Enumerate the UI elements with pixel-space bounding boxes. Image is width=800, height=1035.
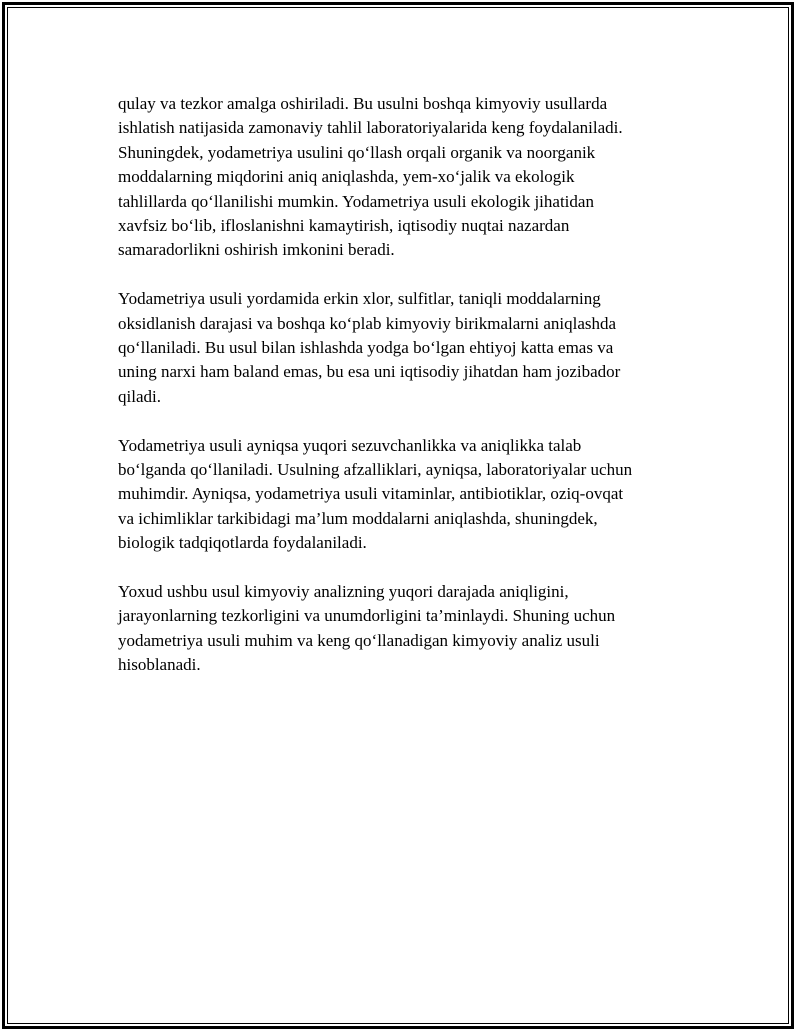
- paragraph-2: [118, 287, 690, 409]
- text-line: oksidlanish darajasi va boshqa ko‘plab kimyoviy birikmalarni aniqlashda: [118, 313, 617, 333]
- text-line: biologik tadqiqotlarda foydalaniladi.: [118, 533, 367, 553]
- text-line: hisoblanadi.: [118, 655, 201, 675]
- paragraph-3: [118, 434, 690, 556]
- text-line: bo‘lganda qo‘llaniladi. Usulning afzalliklari, ayniqsa, laboratoriyalar uchun: [118, 460, 633, 480]
- text-line: va ichimliklar tarkibidagi ma’lum moddalarni aniqlashda, shuningdek,: [118, 508, 598, 528]
- text-line: jarayonlarning tezkorligini va unumdorligini ta’minlaydi. Shuning uchun: [118, 606, 616, 626]
- text-line: uning narxi ham baland emas, bu esa uni iqtisodiy jihatdan ham jozibador: [118, 362, 621, 382]
- paragraph-1: [118, 92, 690, 263]
- text-line: yodametriya usuli muhim va keng qo‘llanadigan kimyoviy analiz usuli: [118, 630, 600, 650]
- document-body: [118, 92, 690, 702]
- text-line: tahlillarda qo‘llanilishi mumkin. Yodametriya usuli ekologik jihatidan: [118, 191, 594, 211]
- text-line: qulay va tezkor amalga oshiriladi. Bu usulni boshqa kimyoviy usullarda: [118, 94, 608, 113]
- text-line: moddalarning miqdorini aniq aniqlashda, yem-xo‘jalik va ekologik: [118, 167, 575, 187]
- text-line: Yoxud ushbu usul kimyoviy analizning yuqori darajada aniqligini,: [118, 582, 569, 602]
- text-line: Shuningdek, yodametriya usulini qo‘llash orqali organik va noorganik: [118, 142, 596, 162]
- paragraph-4: [118, 580, 690, 678]
- text-line: muhimdir. Ayniqsa, yodametriya usuli vitaminlar, antibiotiklar, oziq-ovqat: [118, 484, 624, 504]
- text-line: qiladi.: [118, 386, 161, 406]
- text-line: ishlatish natijasida zamonaviy tahlil laboratoriyalarida keng foydalaniladi.: [118, 118, 623, 138]
- text-line: Yodametriya usuli ayniqsa yuqori sezuvchanlikka va aniqlikka talab: [118, 435, 582, 455]
- text-line: Yodametriya usuli yordamida erkin xlor, sulfitlar, taniqli moddalarning: [118, 289, 601, 309]
- text-line: xavfsiz bo‘lib, ifloslanishni kamaytirish, iqtisodiy nuqtai nazardan: [118, 216, 570, 236]
- text-line: qo‘llaniladi. Bu usul bilan ishlashda yodga bo‘lgan ehtiyoj katta emas va: [118, 338, 614, 358]
- text-line: samaradorlikni oshirish imkonini beradi.: [118, 240, 395, 260]
